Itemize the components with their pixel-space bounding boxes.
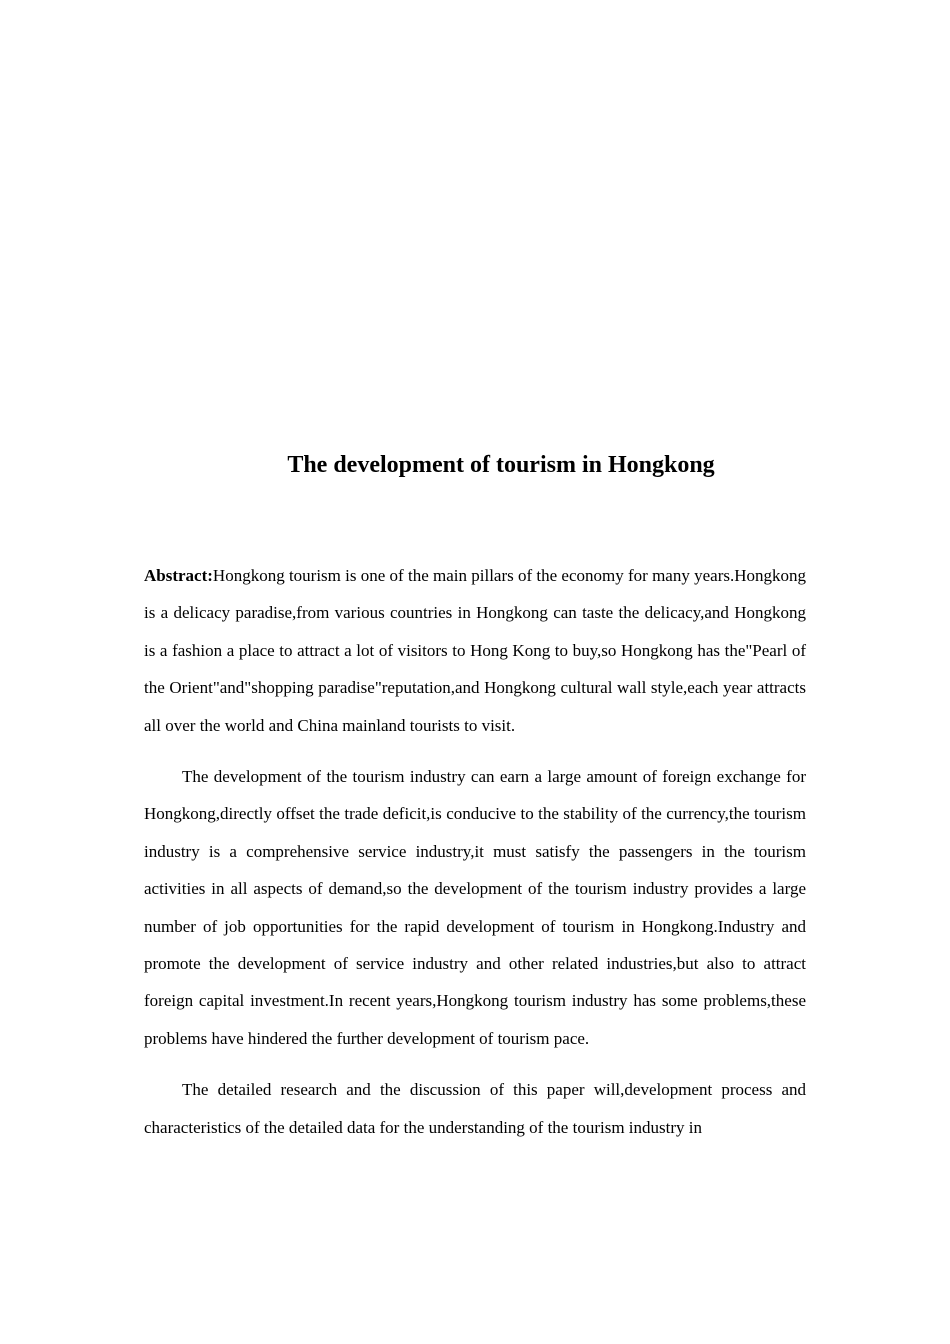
abstract-label: Abstract: bbox=[144, 566, 213, 585]
abstract-paragraph bbox=[144, 557, 806, 744]
body-paragraph-2: The detailed research and the discussion of this paper will,development process and characteristics of the detailed data for the understanding of the tourism industry in bbox=[144, 1080, 806, 1137]
document-title: The development of tourism in Hongkong bbox=[287, 452, 715, 478]
body-paragraph-1: The development of the tourism industry can earn a large amount of foreign exchange for Hongkong,directly offset the trade deficit,is conducive to the stability of the currency,the tourism industry is a comprehensive service industry,it must satisfy the passengers in the tourism activities in all aspects of demand,so the development of the tourism industry provides a large number of job opportunities for the rapid development of tourism in Hongkong.Industry and promote the development of service industry and other related industries,but also to attract foreign capital investment.In recent years,Hongkong tourism industry has some problems,these problems have hindered the further development of tourism pace. bbox=[144, 767, 806, 1048]
document-body bbox=[144, 557, 806, 1160]
abstract-text: Hongkong tourism is one of the main pillars of the economy for many years.Hongkong is a delicacy paradise,from various countries in Hongkong can taste the delicacy,and Hongkong is a fashion a place to attract a lot of visitors to Hong Kong to buy,so Hongkong has the"Pearl of the Orient"and"shopping paradise"reputation,and Hongkong cultural wall style,each year attracts all over the world and China mainland tourists to visit. bbox=[144, 566, 806, 735]
